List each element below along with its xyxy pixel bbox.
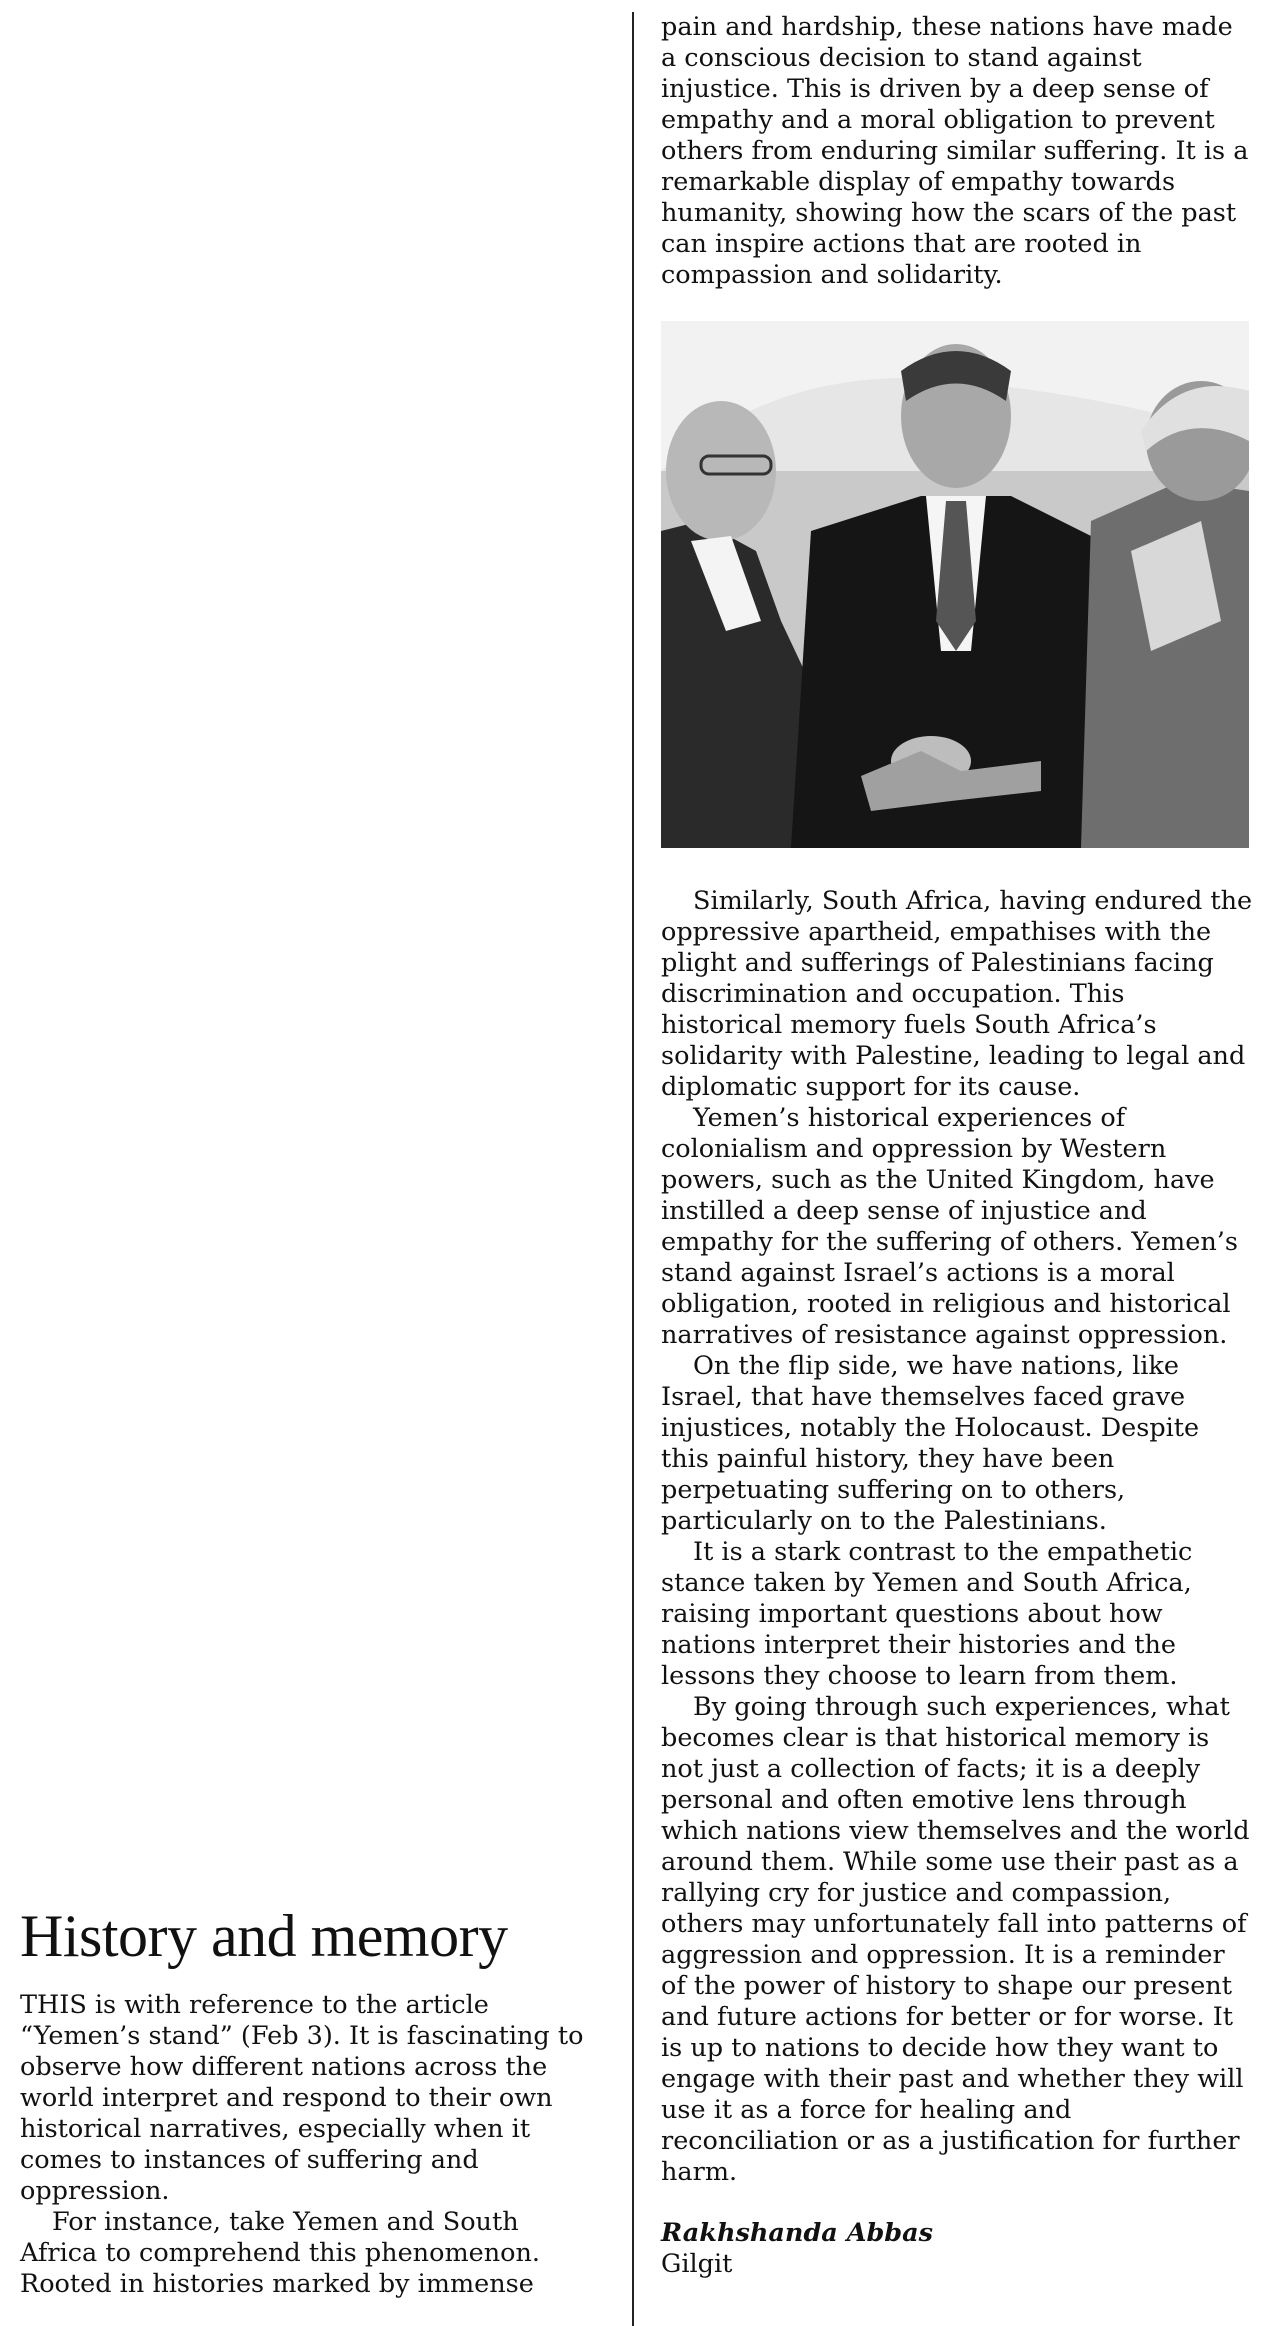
right-paragraph-2: Yemen’s historical experiences of colonialism and oppression by Western powers, such as the United Kingdom, have instilled a deep sense of injustice and empathy for the suffering of others. Yemen’s stand against Israel’s actions is a moral obligation, rooted in religious and historical narratives of resistance against oppression.: [661, 1103, 1238, 1350]
handshake-photo: [661, 321, 1249, 848]
headline: History and memory: [20, 1903, 508, 1969]
right-paragraph-3: On the flip side, we have nations, like Israel, that have themselves faced grave injustices, notably the Holocaust. Despite this painful history, they have been perpetuating suffering on to others, particularly on to the Palestinians.: [661, 1351, 1200, 1536]
right-paragraph-5: By going through such experiences, what becomes clear is that historical memory is not just a collection of facts; it is a deeply personal and often emotive lens through which nations view themselves and the world around them. While some use their past as a rallying cry for justice and compassion, others may unfortunately fall into patterns of aggression and oppression. It is a reminder of the power of history to shape our present and future actions for better or for worse. It is up to nations to decide how they want to engage with their past and whether they will use it as a force for healing and reconciliation or as a justification for further harm.: [661, 1692, 1250, 2187]
column-divider: [632, 12, 634, 2326]
author-name: Rakhshanda Abbas: [661, 2218, 934, 2248]
left-body: [20, 1990, 600, 2300]
left-column: [20, 1905, 600, 2300]
photo-illustration: [661, 321, 1249, 848]
right-column: [661, 12, 1253, 2280]
left-paragraph-2: For instance, take Yemen and South Africa to comprehend this phenomenon. Rooted in histories marked by immense: [20, 2207, 541, 2299]
right-body-top: [661, 12, 1253, 291]
signature: [661, 2218, 1253, 2280]
right-paragraph-continued: pain and hardship, these nations have made a conscious decision to stand against injustice. This is driven by a deep sense of empathy and a moral obligation to prevent others from enduring similar suffering. It is a remarkable display of empathy towards humanity, showing how the scars of the past can inspire actions that are rooted in compassion and solidarity.: [661, 12, 1249, 290]
author-location: Gilgit: [661, 2249, 733, 2279]
left-paragraph-1: THIS is with reference to the article “Yemen’s stand” (Feb 3). It is fascinating to observe how different nations across the world interpret and respond to their own historical narratives, especially when it comes to instances of suffering and oppression.: [20, 1990, 584, 2206]
right-paragraph-1: Similarly, South Africa, having endured the oppressive apartheid, empathises with the plight and sufferings of Palestinians facing discrimination and occupation. This historical memory fuels South Africa’s solidarity with Palestine, leading to legal and diplomatic support for its cause.: [661, 886, 1253, 1102]
right-paragraph-4: It is a stark contrast to the empathetic stance taken by Yemen and South Africa, raising important questions about how nations interpret their histories and the lessons they choose to learn from them.: [661, 1537, 1193, 1691]
right-body: [661, 886, 1253, 2188]
